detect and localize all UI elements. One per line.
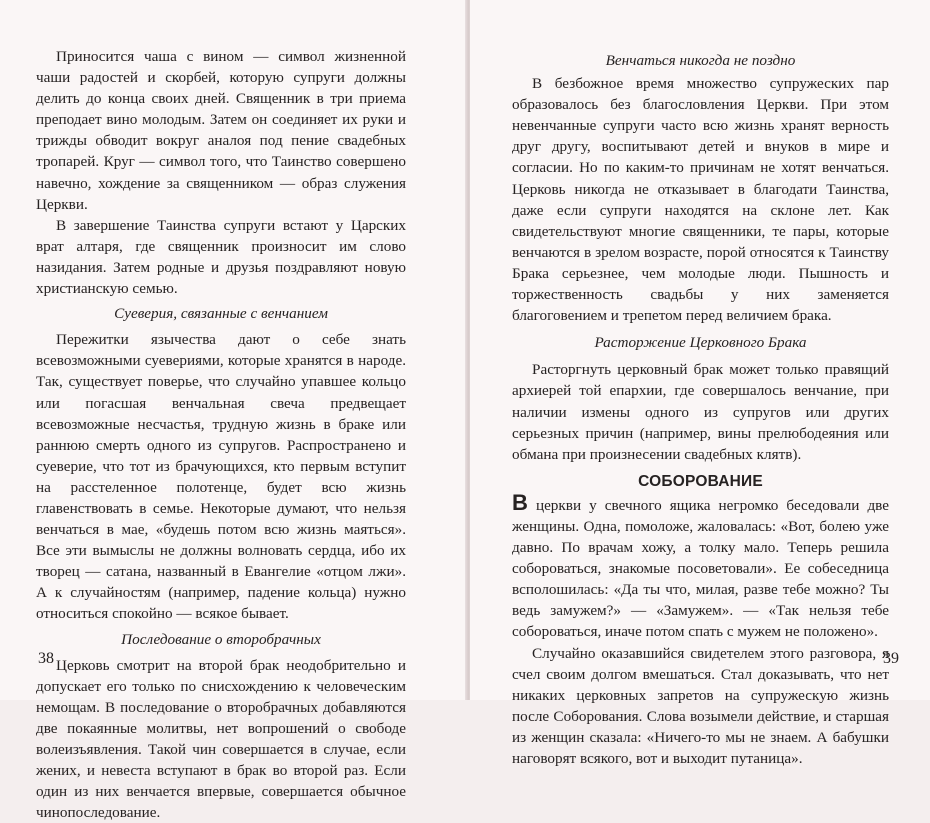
paragraph-with-dropcap: [512, 489, 889, 643]
page-number-left: 38: [38, 650, 54, 667]
page-number-right: 39: [883, 650, 899, 667]
paragraph: Пережитки язычества дают о себе знать всевозможными суевериями, которые хранятся в народе. Так, существует поверье, что случайно упавшее кольцо или погасшая венчальная свеча предвещает всевозможные несчастья, трудную жизнь в браке или раннюю смерть одного из супругов. Распространено и суеверие, что тот из брачующихся, кто первым вступит на расстеленное полотенце, будет всю жизнь главенствовать в семье. Некоторые думают, что нельзя венчаться в мае, «будешь потом всю жизнь маяться». Все эти вымыслы не должны волновать сердца, ибо их творец — сатана, названный в Евангелие «отцом лжи». А к случайностям (например, падение кольца) нужно относиться спокойно — всякое бывает.: [36, 331, 406, 623]
section-heading-second-marriage: Последование о второбрачных: [121, 630, 321, 648]
paragraph: Приносится чаша с вином — символ жизненной чаши радостей и скорбей, которую супруги должны делить до конца своих дней. Священник в три приема преподает вино молодым. Затем он соединяет их руки и трижды обводит вокруг аналоя под пение свадебных тропарей. Круг — символ того, что Таинство совершено навечно, хождение за священником — образ служения Церкви.: [36, 48, 406, 213]
paragraph: Церковь смотрит на второй брак неодобрительно и допускает его только по снисхождению к человеческим немощам. В последование о второбрачных добавляются две покаянные молитвы, нет вопрошений о свободе волеизъявления. Такой чин совершается в случае, если жених, и невеста вступают в брак во второй раз. Если один из них венчается впервые, совершается обычное чинопоследование.: [36, 656, 406, 822]
section-heading-superstitions: Суеверия, связанные с венчанием: [114, 305, 328, 323]
paragraph: Случайно оказавшийся свидетелем этого разговора, я счел своим долгом вмешаться. Стал доказывать, что нет никаких церковных запретов на супружескую жизнь после Соборования. Слова возымели действие, и старшая из женщин сказала: «Ничего-то мы не знаем. А бабушки наговорят всякого, вот и выходит путаница».: [512, 644, 889, 767]
paragraph: В завершение Таинства супруги встают у Царских врат алтаря, где священник произносит им слово назидания. Затем родные и друзья поздравляют новую христианскую семью.: [36, 216, 406, 298]
dropcap-letter: В: [512, 489, 528, 515]
paragraph-text: церкви у свечного ящика негромко беседовали две женщины. Одна, помоложе, жаловалась: «Вот, болею уже давно. По врачам хожу, а толку мало. Теперь решила собороваться, знакомые посоветовали». Ее собеседница всполошилась: «Да ты что, милая, разве тебе можно? Ты ведь замужем?» — «Замужем». — «Так нельзя тебе собороваться, иначе потом спать с мужем не положено».: [512, 496, 889, 641]
chapter-title-unction: СОБОРОВАНИЕ: [638, 472, 763, 490]
section-heading-dissolution: Расторжение Церковного Брака: [594, 334, 807, 352]
paragraph: Расторгнуть церковный брак может только правящий архиерей той епархии, где совершалось венчание, при наличии измены одного из супругов или других серьезных причин (например, вины прелюбодеяния или обмана при произнесении свадебных клятв).: [512, 361, 889, 463]
left-page-text: [36, 46, 406, 823]
paragraph: В безбожное время множество супружеских пар образовалось без благословления Церкви. При этом невенчанные супруги часто всю жизнь хранят верность друг другу, воспитывают детей и внуков в мире и согласии. Но по каким-то причинам не хотят венчаться. Церковь никогда не отказывает в благодати Таинства, даже если супруги находятся на склоне лет. Как свидетельствуют многие священники, те пары, которые венчаются в зрелом возрасте, порой относятся к Таинству Брака серьезнее, чем молодые люди. Пышность и торжественность свадьбы у них заменяется благоговением и трепетом перед величием брака.: [512, 75, 889, 325]
right-page-text: [512, 50, 889, 769]
section-heading-never-too-late: Венчаться никогда не поздно: [605, 52, 796, 69]
